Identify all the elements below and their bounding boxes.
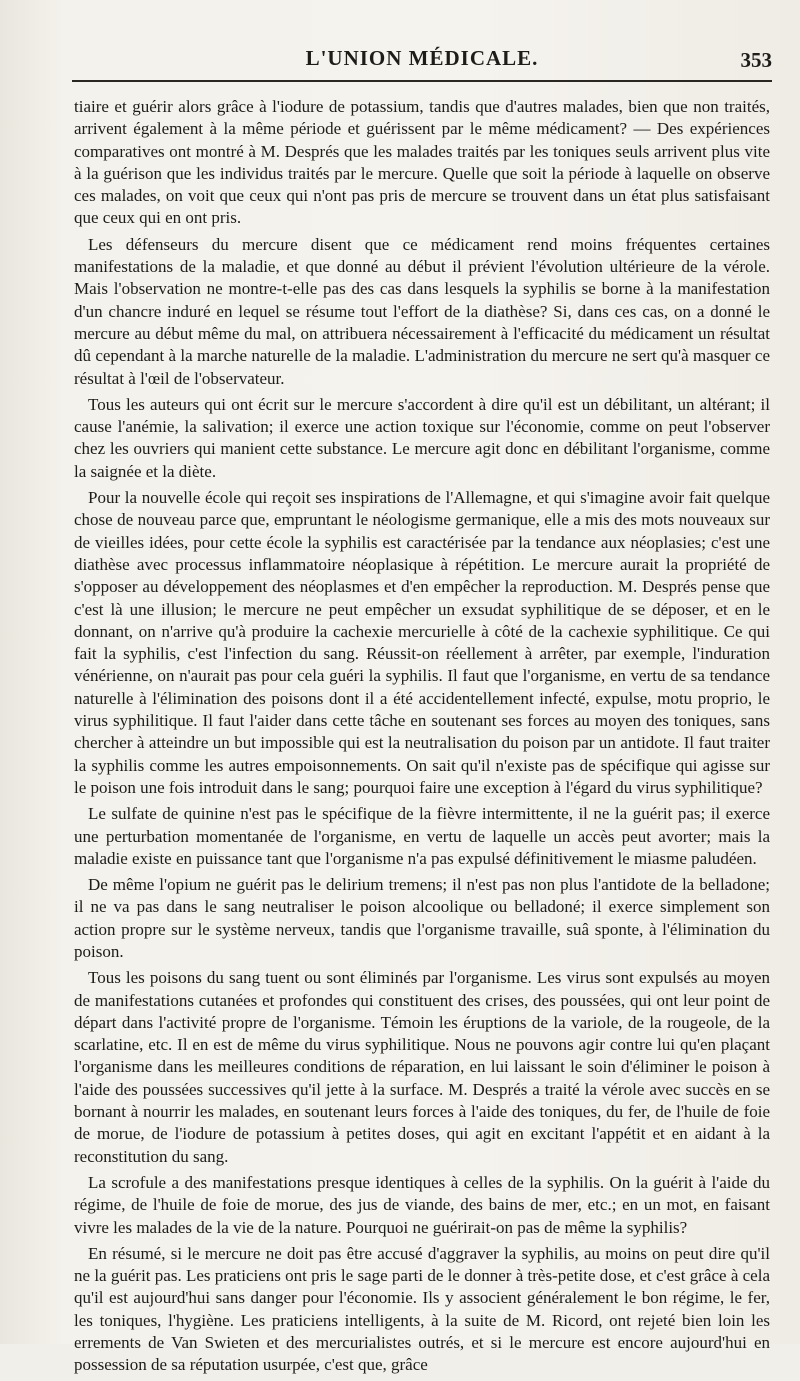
paragraph: Le sulfate de quinine n'est pas le spécifique de la fièvre intermittente, il ne la guérit pas; il exerce une perturbation momentanée de l'organisme, en vertu de laquelle un accès peut avorter; mais la maladie existe en puissance tant que l'organisme n'a pas expulsé définitivement le miasme paludéen. [74, 804, 770, 868]
page-number: 353 [740, 48, 772, 72]
paragraph: Tous les poisons du sang tuent ou sont éliminés par l'organisme. Les virus sont expulsés au moyen de manifestations cutanées et profondes qui constituent des crises, des poussées, qui ont leur point de départ dans l'activité propre de l'organisme. Témoin les éruptions de la variole, de la rougeole, de la scarlatine, etc. Il en est de même du virus syphilitique. Nous ne pouvons agir contre lui qu'en plaçant l'organisme dans les meilleures conditions de réparation, en lui laissant le soin d'éliminer le poison à l'aide des poussées successives qu'il jette à la surface. M. Després a traité la vérole avec succès en se bornant à nourrir les malades, en soutenant leurs forces à l'aide des toniques, du fer, de l'huile de foie de morue, de l'iodure de potassium à petites doses, qui agit en excitant l'appétit et en aidant à la reconstitution du sang. [74, 968, 770, 1166]
paragraph: De même l'opium ne guérit pas le delirium tremens; il n'est pas non plus l'antidote de la belladone; il ne va pas dans le sang neutraliser le poison alcoolique ou belladoné; il exerce simplement son action propre sur le système nerveux, tandis que l'organisme travaille, suâ sponte, à l'élimination du poison. [74, 875, 770, 961]
header-rule [72, 80, 772, 82]
article-body [74, 96, 770, 1381]
journal-title: L'UNION MÉDICALE. [305, 46, 539, 70]
paragraph: Pour la nouvelle école qui reçoit ses inspirations de l'Allemagne, et qui s'imagine avoir fait quelque chose de nouveau parce que, empruntant le néologisme germanique, elle a mis des mots nouveaux sur de vieilles idées, pour cette école la syphilis est caractérisée par la tendance aux néoplasies; c'est une diathèse avec processus inflammatoire néoplasique à répétition. Le mercure aurait la propriété de s'opposer au développement des néoplasmes et d'en empêcher la reproduction. M. Després pense que c'est là une illusion; le mercure ne peut empêcher un exsudat syphilitique de se déposer, et en le donnant, on n'arrive qu'à produire la cachexie mercurielle à côté de la cachexie syphilitique. Ce qui fait la syphilis, c'est l'infection du sang. Réussit-on réellement à arrêter, par exemple, l'induration vénérienne, on n'aurait pas pour cela guéri la syphilis. Il faut que l'organisme, en vertu de sa tendance naturelle à l'élimination des poisons dont il a été accidentellement infecté, expulse, motu proprio, le virus syphilitique. Il faut l'aider dans cette tâche en soutenant ses forces au moyen des toniques, sans chercher à atteindre un but impossible qui est la neutralisation du poison par un antidote. Il faut traiter la syphilis comme les autres empoisonnements. On sait qu'il n'existe pas de spécifique qui agisse sur le poison une fois introduit dans le sang; pourquoi faire une exception à l'égard du virus syphilitique? [74, 488, 770, 797]
paragraph: Tous les auteurs qui ont écrit sur le mercure s'accordent à dire qu'il est un débilitant, un altérant; il cause l'anémie, la salivation; il exerce une action toxique sur l'économie, comme on peut l'observer chez les ouvriers qui manient cette substance. Le mercure agit donc en débilitant l'organisme, comme la saignée et la diète. [74, 394, 770, 481]
running-header [72, 46, 772, 78]
paragraph: La scrofule a des manifestations presque identiques à celles de la syphilis. On la guérit à l'aide du régime, de l'huile de foie de morue, des jus de viande, des bains de mer, etc.; en un mot, en faisant vivre les malades de la vie de la nature. Pourquoi ne guérirait-on pas de même la syphilis? [74, 1172, 770, 1237]
paragraph: tiaire et guérir alors grâce à l'iodure de potassium, tandis que d'autres malades, bien que non traités, arrivent également à la même période et guérissent par le même médicament? — Des expériences comparatives ont montré à M. Després que les malades traités par les toniques seuls arrivent plus vite à la guérison que les individus traités par le mercure. Quelle que soit la période à laquelle on observe ces malades, on voit que ceux qui n'ont pas pris de mercure se trouvent dans un état plus satisfaisant que ceux qui en ont pris. [74, 97, 770, 228]
paragraph: Les défenseurs du mercure disent que ce médicament rend moins fréquentes certaines manifestations de la maladie, et que donné au début il prévient l'évolution ultérieure de la vérole. Mais l'observation ne montre-t-elle pas des cas dans lesquels la syphilis se borne à la manifestation d'un chancre induré en lequel se résume tout l'effort de la diathèse? Si, dans ces cas, on a donné le mercure au début même du mal, on attribuera nécessairement à l'efficacité du médicament un résultat dû cependant à la marche naturelle de la maladie. L'administration du mercure ne sert qu'à masquer ce résultat à l'œil de l'observateur. [74, 234, 770, 388]
paragraph: En résumé, si le mercure ne doit pas être accusé d'aggraver la syphilis, au moins on peut dire qu'il ne la guérit pas. Les praticiens ont pris le sage parti de le donner à très-petite dose, et c'est grâce à cela qu'il est aujourd'hui sans danger pour l'économie. Ils y associent généralement le bon régime, le fer, les toniques, l'hygiène. Les praticiens intelligents, à la suite de M. Ricord, ont rejeté bien loin les errements de Van Swieten et des mercurialistes outrés, et si le mercure est encore aujourd'hui en possession de sa réputation usurpée, c'est que, grâce [74, 1243, 770, 1375]
